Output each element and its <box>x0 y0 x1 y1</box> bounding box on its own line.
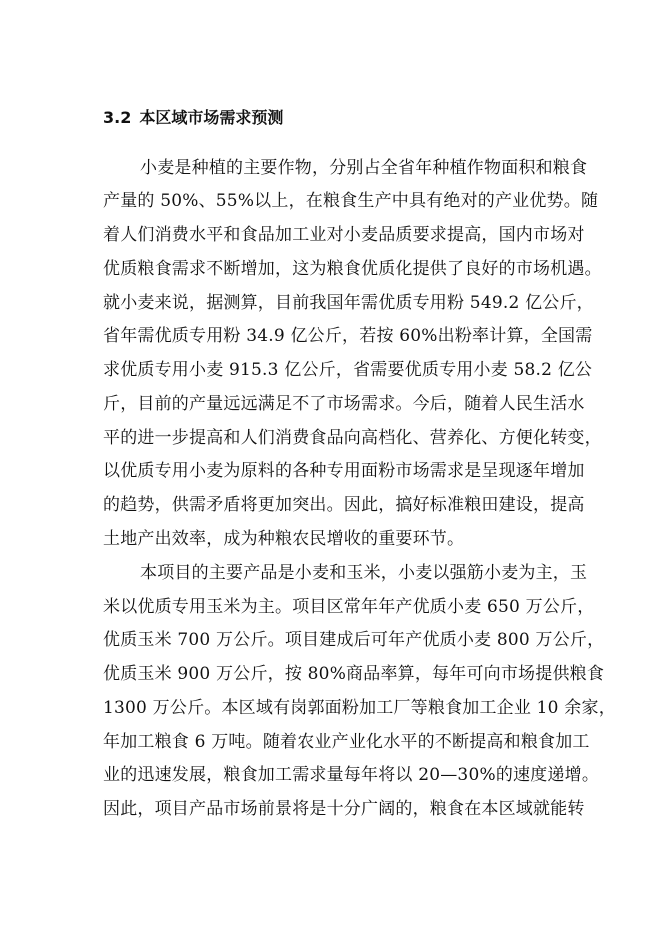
paragraph-line: 因此，项目产品市场前景将是十分广阔的，粮食在本区域就能转 <box>103 799 585 819</box>
section-heading <box>103 108 283 128</box>
paragraph-line: 优质玉米 700 万公斤。项目建成后可年产优质小麦 800 万公斤， <box>103 630 605 650</box>
paragraph-line: 优质粮食需求不断增加，这为粮食优质化提供了良好的市场机遇。 <box>103 259 602 279</box>
paragraph-line: 业的迅速发展，粮食加工需求量每年将以 20—30%的速度递增。 <box>103 765 600 785</box>
paragraph-line: 的趋势，供需矛盾将更加突出。因此，搞好标准粮田建设，提高 <box>103 495 585 515</box>
paragraph-line: 省年需优质专用粉 34.9 亿公斤，若按 60%出粉率计算，全国需 <box>103 326 593 346</box>
paragraph-line: 本项目的主要产品是小麦和玉米，小麦以强筋小麦为主，玉 <box>140 563 588 583</box>
section-number: 3.2 <box>103 108 132 127</box>
paragraph-line: 就小麦来说，据测算，目前我国年需优质专用粉 549.2 亿公斤， <box>103 293 594 313</box>
paragraph-line: 优质玉米 900 万公斤，按 80%商品率算，每年可向市场提供粮食 <box>103 664 605 684</box>
paragraph-line: 土地产出效率，成为种粮农民增收的重要环节。 <box>103 529 465 549</box>
paragraph-line: 以优质专用小麦为原料的各种专用面粉市场需求是呈现逐年增加 <box>103 461 585 481</box>
paragraph-line: 小麦是种植的主要作物，分别占全省年种植作物面积和粮食 <box>140 158 588 178</box>
section-title: 本区域市场需求预测 <box>139 108 284 127</box>
paragraph-line: 平的进一步提高和人们消费食品向高档化、营养化、方便化转变， <box>103 428 602 448</box>
paragraph-line: 产量的 50%、55%以上，在粮食生产中具有绝对的产业优势。随 <box>103 191 599 211</box>
paragraph-line: 求优质专用小麦 915.3 亿公斤，省需要优质专用小麦 58.2 亿公 <box>103 360 593 380</box>
paragraph-line: 米以优质专用玉米为主。项目区常年年产优质小麦 650 万公斤， <box>103 597 595 617</box>
paragraph-line: 斤，目前的产量远远满足不了市场需求。今后，随着人民生活水 <box>103 394 585 414</box>
paragraph-line: 1300 万公斤。本区域有岗郭面粉加工厂等粮食加工企业 10 余家， <box>103 698 616 718</box>
paragraph-line: 年加工粮食 6 万吨。随着农业产业化水平的不断提高和粮食加工 <box>103 732 590 752</box>
paragraph-line: 着人们消费水平和食品加工业对小麦品质要求提高，国内市场对 <box>103 225 585 245</box>
